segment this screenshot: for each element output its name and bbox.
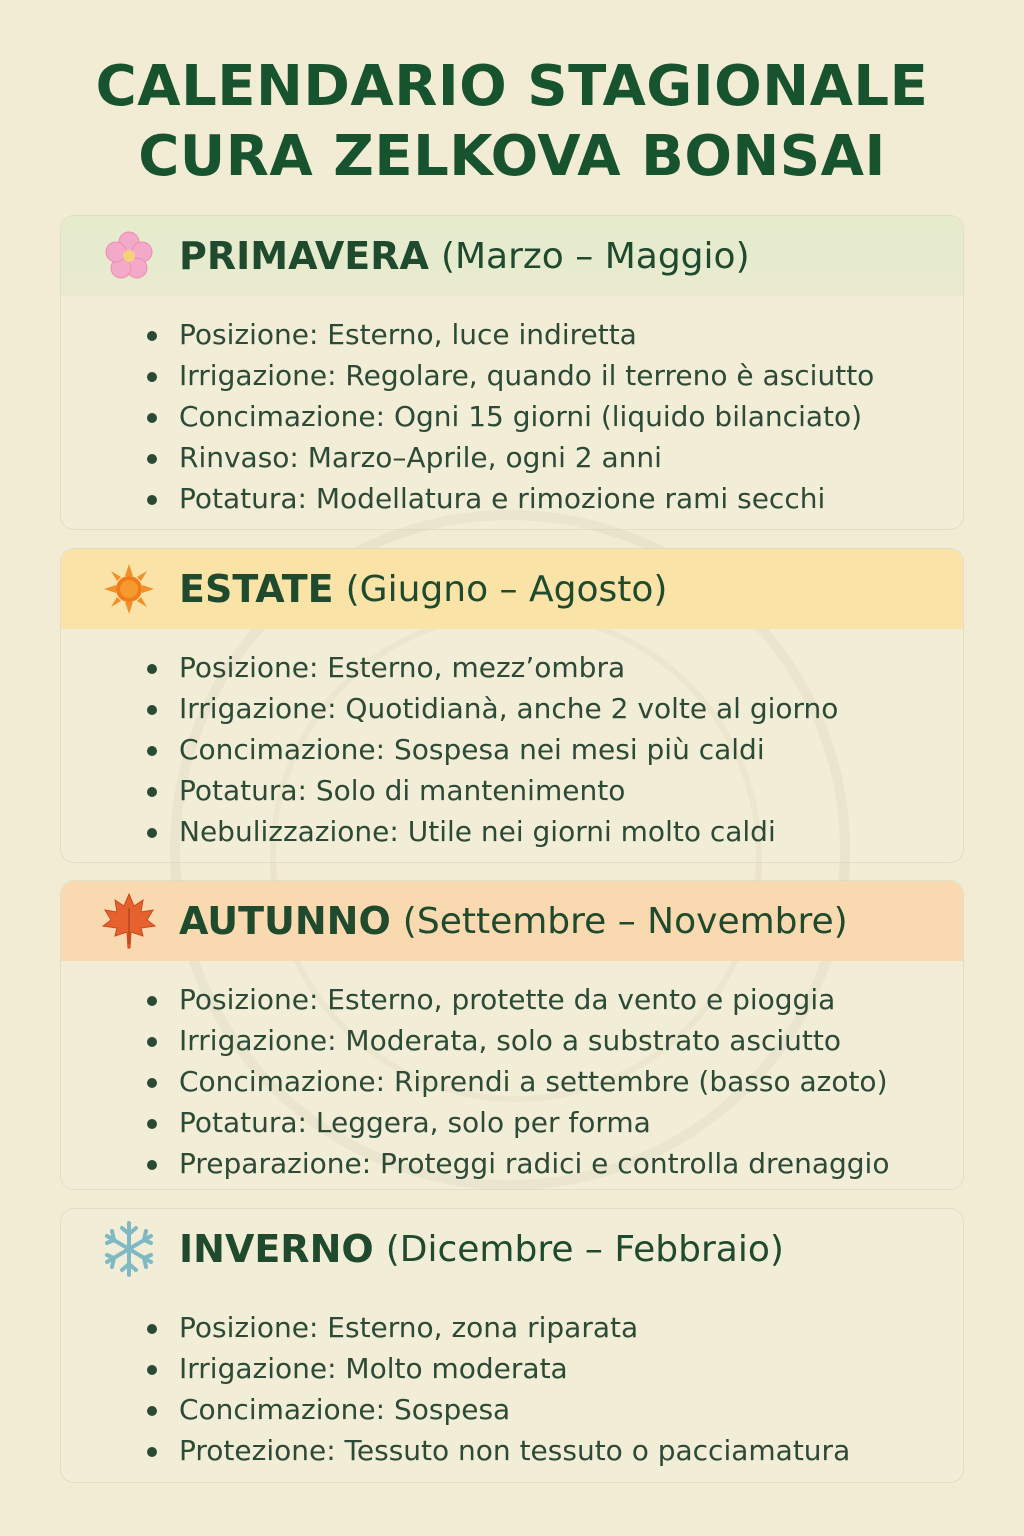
season-range: (Dicembre – Febbraio) (385, 1228, 784, 1270)
care-list (61, 296, 963, 519)
list-item: Potatura: Leggera, solo per forma (145, 1102, 963, 1143)
list-item: Irrigazione: Moderata, solo a substrato asciutto (145, 1020, 963, 1061)
sun-icon (101, 561, 157, 617)
list-item: Protezione: Tessuto non tessuto o pacciamatura (145, 1430, 963, 1471)
list-item: Rinvaso: Marzo–Aprile, ogni 2 anni (145, 437, 963, 478)
list-item: Posizione: Esterno, protette da vento e pioggia (145, 979, 963, 1020)
season-range: (Marzo – Maggio) (440, 235, 750, 277)
season-card-summer (60, 548, 964, 863)
season-card-winter (60, 1208, 964, 1483)
care-list (61, 629, 963, 852)
season-header-summer (61, 549, 963, 629)
season-name: INVERNO (179, 1227, 374, 1271)
list-item: Concimazione: Ogni 15 giorni (liquido bilanciato) (145, 396, 963, 437)
season-name: ESTATE (179, 567, 334, 611)
list-item: Potatura: Solo di mantenimento (145, 770, 963, 811)
list-item: Concimazione: Sospesa (145, 1389, 963, 1430)
season-range: (Settembre – Novembre) (402, 900, 848, 942)
season-name: PRIMAVERA (179, 234, 429, 278)
list-item: Irrigazione: Regolare, quando il terreno è asciutto (145, 355, 963, 396)
season-card-spring (60, 215, 964, 530)
season-name: AUTUNNO (179, 899, 391, 943)
title-line-2: CURA ZELKOVA BONSAI (138, 124, 886, 189)
season-card-autumn (60, 880, 964, 1190)
list-item: Posizione: Esterno, luce indiretta (145, 314, 963, 355)
page-title (0, 52, 1024, 192)
title-line-1: CALENDARIO STAGIONALE (95, 54, 929, 119)
flower-icon (101, 228, 157, 284)
season-header-winter (61, 1209, 963, 1289)
list-item: Posizione: Esterno, mezz’ombra (145, 647, 963, 688)
care-list (61, 1289, 963, 1471)
list-item: Irrigazione: Molto moderata (145, 1348, 963, 1389)
list-item: Irrigazione: Quotidianà, anche 2 volte al giorno (145, 688, 963, 729)
maple-leaf-icon (101, 893, 157, 949)
season-range: (Giugno – Agosto) (345, 568, 668, 610)
list-item: Concimazione: Riprendi a settembre (basso azoto) (145, 1061, 963, 1102)
list-item: Concimazione: Sospesa nei mesi più caldi (145, 729, 963, 770)
list-item: Posizione: Esterno, zona riparata (145, 1307, 963, 1348)
list-item: Nebulizzazione: Utile nei giorni molto caldi (145, 811, 963, 852)
list-item: Potatura: Modellatura e rimozione rami secchi (145, 478, 963, 519)
care-list (61, 961, 963, 1184)
season-header-spring (61, 216, 963, 296)
season-header-autumn (61, 881, 963, 961)
list-item: Preparazione: Proteggi radici e controlla drenaggio (145, 1143, 963, 1184)
snowflake-icon (101, 1221, 157, 1277)
